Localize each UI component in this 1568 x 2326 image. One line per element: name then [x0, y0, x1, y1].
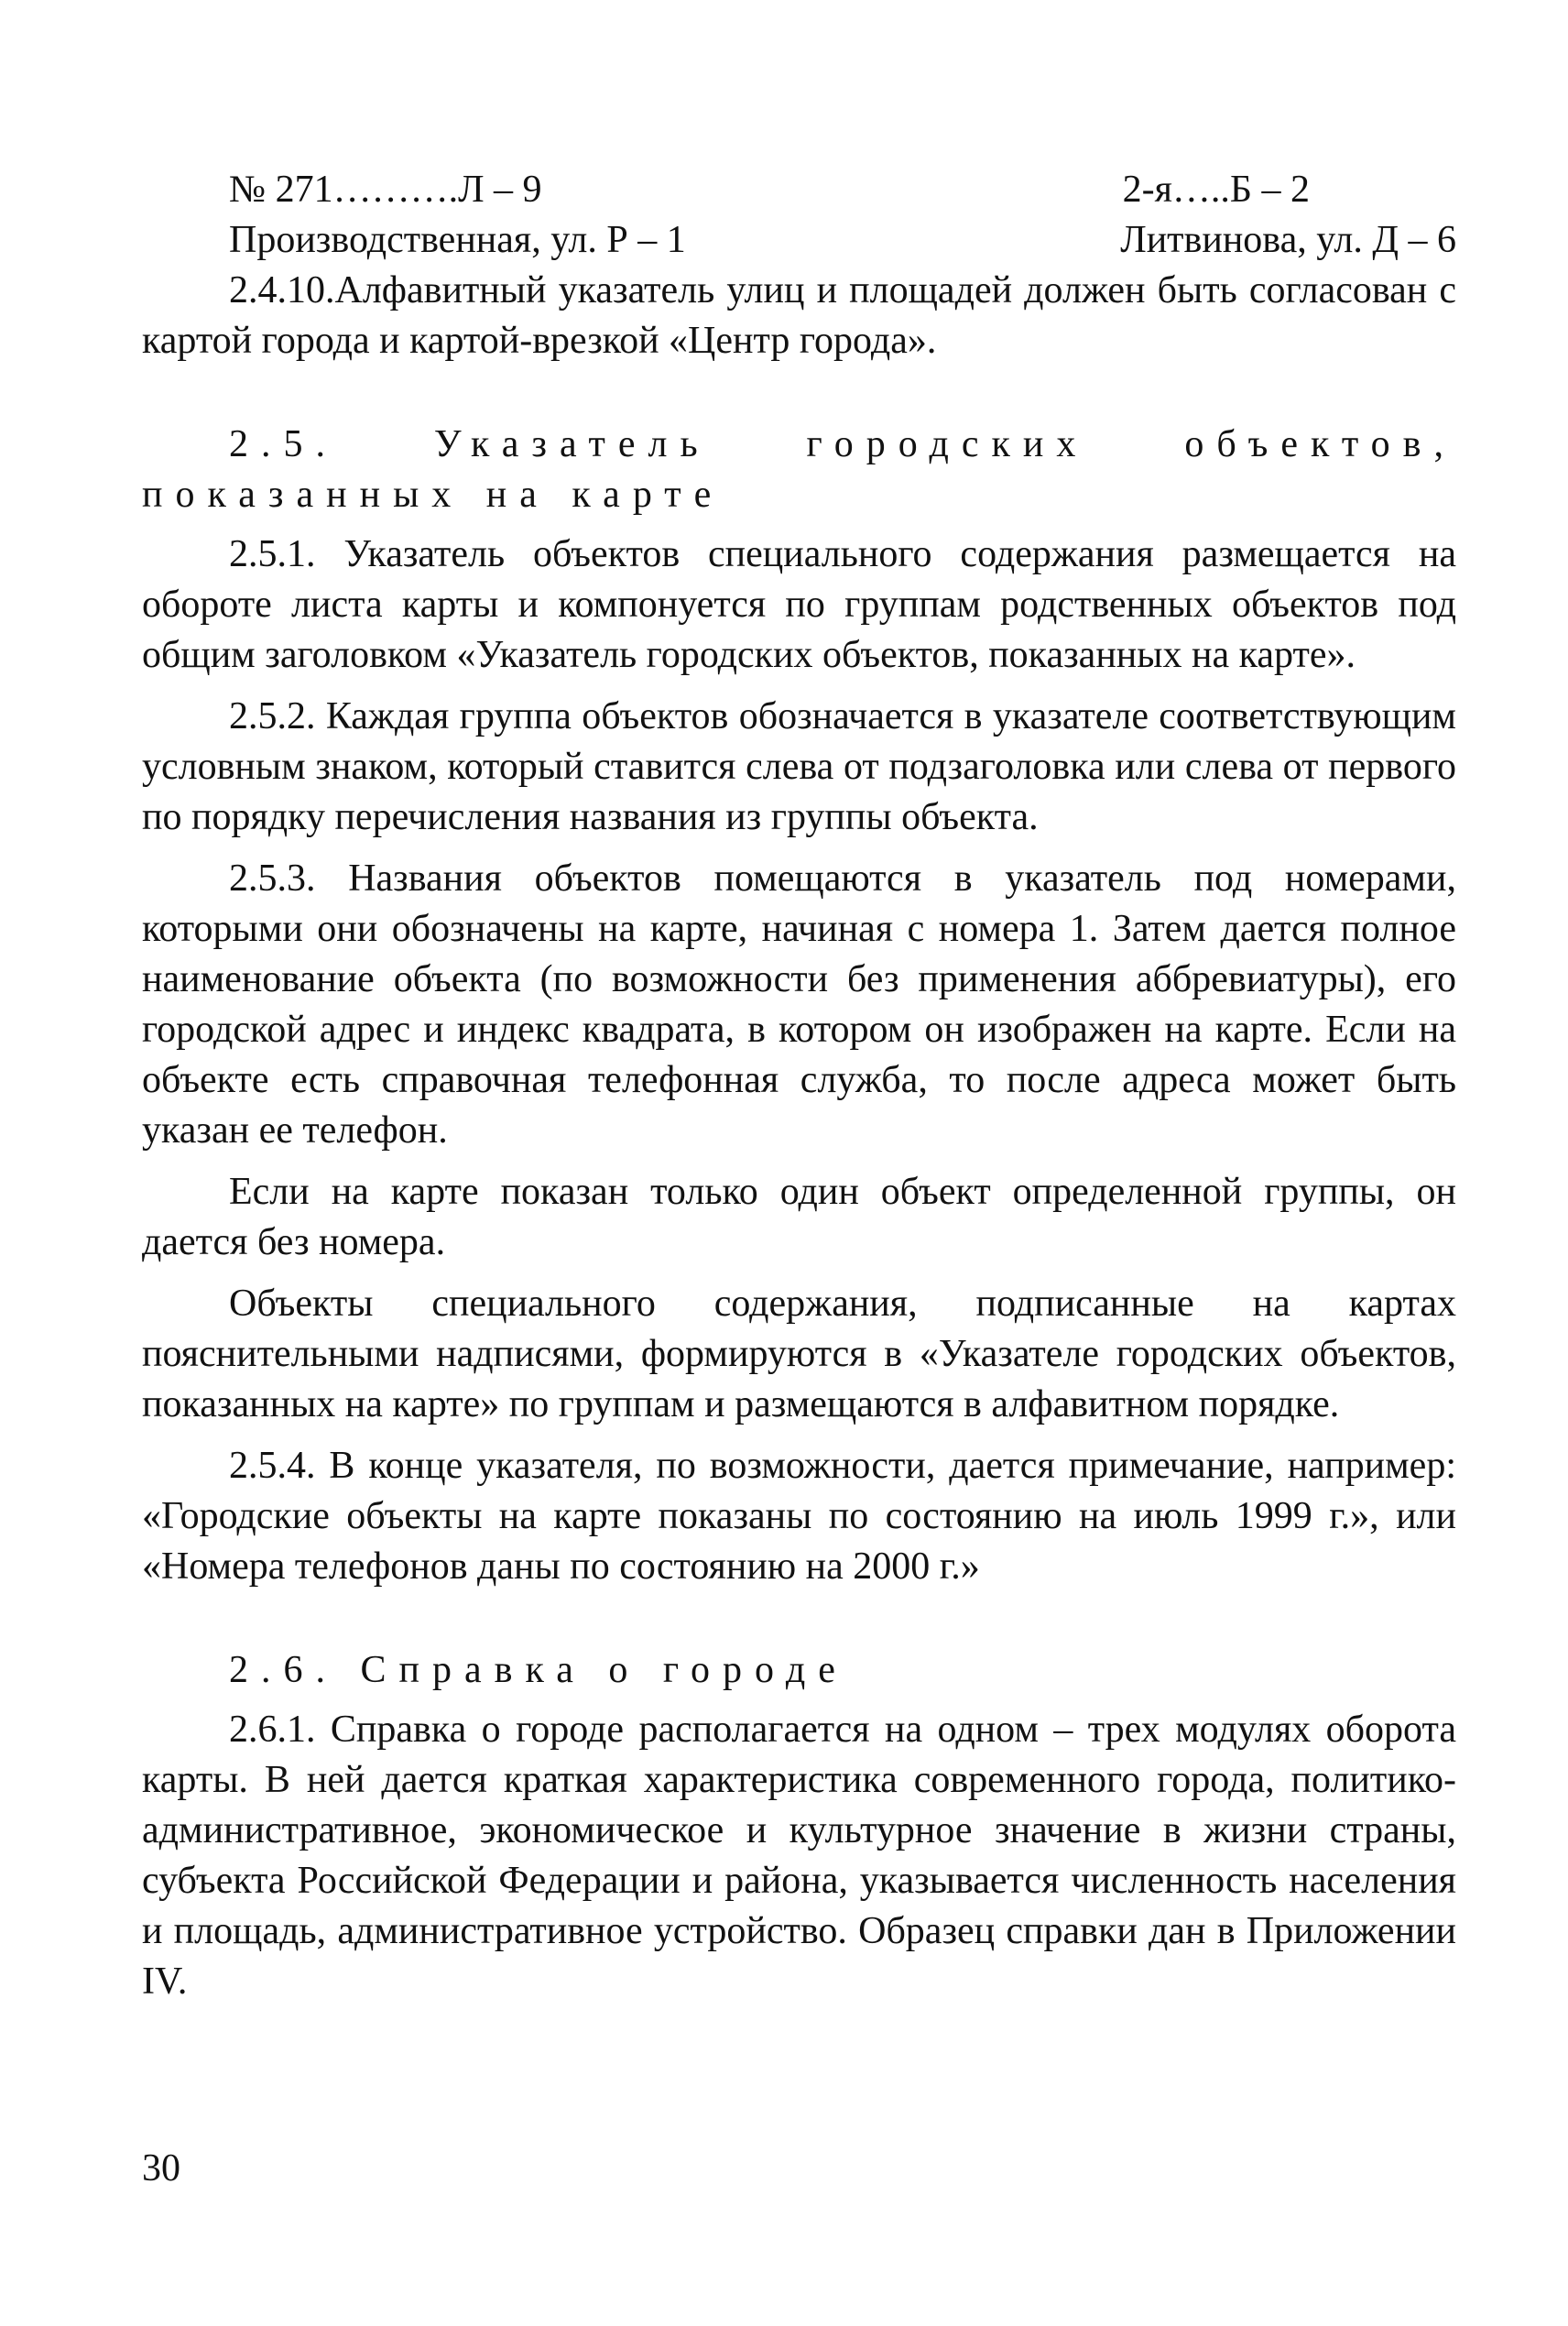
index-entry-left: Производственная, ул. Р – 1	[229, 219, 686, 261]
paragraph-2-4-10: 2.4.10.Алфавитный указатель улиц и площадей должен быть согласован с картой города и картой-врезкой «Центр города».	[142, 269, 1456, 362]
index-entry-row	[142, 165, 1456, 215]
paragraph-2-5-4: 2.5.4. В конце указателя, по возможности, дается примечание, например: «Городские объекты на карте показаны по состоянию на июль 1999 г.», или «Номера телефонов даны по состоянию на 2000 г.»	[142, 1445, 1456, 1588]
document-page	[142, 165, 1456, 2007]
paragraph-single-object: Если на карте показан только один объект определенной группы, он дается без номера.	[142, 1171, 1456, 1263]
section-heading-2-6: 2.6. Справка о городе	[229, 1649, 848, 1691]
paragraph-2-5-1: 2.5.1. Указатель объектов специального содержания размещается на обороте листа карты и компонуется по группам родственных объектов под общим заголовком «Указатель городских объектов, показанных на карте».	[142, 533, 1456, 676]
index-entry-right: Литвинова, ул. Д – 6	[1120, 219, 1456, 261]
paragraph-special-objects: Объекты специального содержания, подписанные на картах пояснительными надписями, формируются в «Указателе городских объектов, показанных на карте» по группам и размещаются в алфавитном порядке.	[142, 1283, 1456, 1425]
paragraph-2-6-1: 2.6.1. Справка о городе располагается на одном – трех модулях оборота карты. В ней дается краткая характеристика современного города, политико-административное, экономическое и культурное значение в жизни страны, субъекта Российской Федерации и района, указывается численность населения и площадь, административное устройство. Образец справки дан в Приложении IV.	[142, 1709, 1456, 2003]
section-heading-2-5: 2.5. Указатель городских объектов, показанных на карте	[142, 423, 1456, 516]
page-number: 30	[142, 2147, 180, 2189]
paragraph-2-5-3: 2.5.3. Названия объектов помещаются в указатель под номерами, которыми они обозначены на карте, начиная с номера 1. Затем дается полное наименование объекта (по возможности без применения аббревиатуры), его городской адрес и индекс квадрата, в котором он изображен на карте. Если на объекте есть справочная телефонная служба, то после адреса может быть указан ее телефон.	[142, 857, 1456, 1152]
paragraph-2-5-2: 2.5.2. Каждая группа объектов обозначается в указателе соответствующим условным знаком, который ставится слева от подзаголовка или слева от первого по порядку перечисления названия из группы объекта.	[142, 695, 1456, 838]
index-entry-row	[142, 215, 1456, 266]
index-entry-right: 2-я…..Б – 2	[1122, 169, 1310, 211]
index-entry-left: № 271……….Л – 9	[229, 169, 542, 211]
